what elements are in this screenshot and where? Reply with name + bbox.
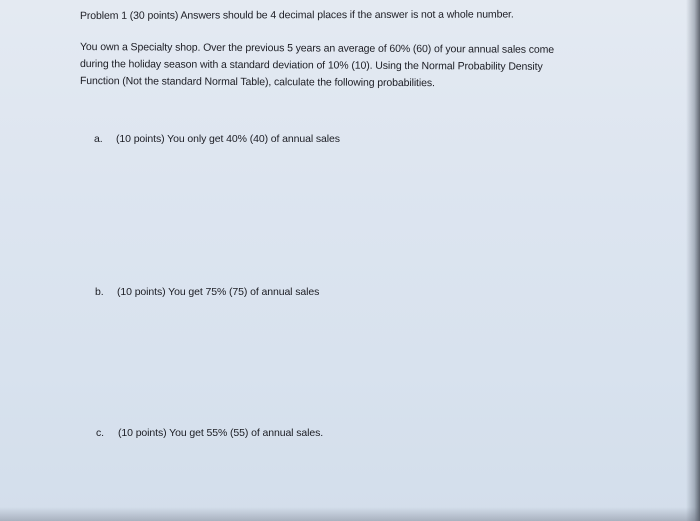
paragraph-line: Function (Not the standard Normal Table), calculate the following probabilities. <box>79 75 435 90</box>
part-b <box>95 286 319 299</box>
page-edge-shadow <box>686 0 700 521</box>
part-b-text: (10 points) You get 75% (75) of annual sales <box>117 286 320 298</box>
part-a-text: (10 points) You only get 40% (40) of annual sales <box>116 133 340 145</box>
part-c <box>96 427 323 440</box>
part-b-label: b. <box>95 286 104 298</box>
part-c-text: (10 points) You get 55% (55) of annual sales. <box>118 427 324 439</box>
page-bottom-shadow <box>0 507 700 521</box>
paragraph-line: during the holiday season with a standard deviation of 10% (10). Using the Normal Probability Density <box>79 58 543 73</box>
part-c-label: c. <box>96 427 104 439</box>
paragraph-line: You own a Specialty shop. Over the previous 5 years an average of 60% (60) of your annual sales come <box>79 41 555 56</box>
part-a <box>94 133 340 146</box>
part-a-label: a. <box>94 133 103 145</box>
problem-title: Problem 1 (30 points) Answers should be 4 decimal places if the answer is not a whole number. <box>79 8 514 22</box>
